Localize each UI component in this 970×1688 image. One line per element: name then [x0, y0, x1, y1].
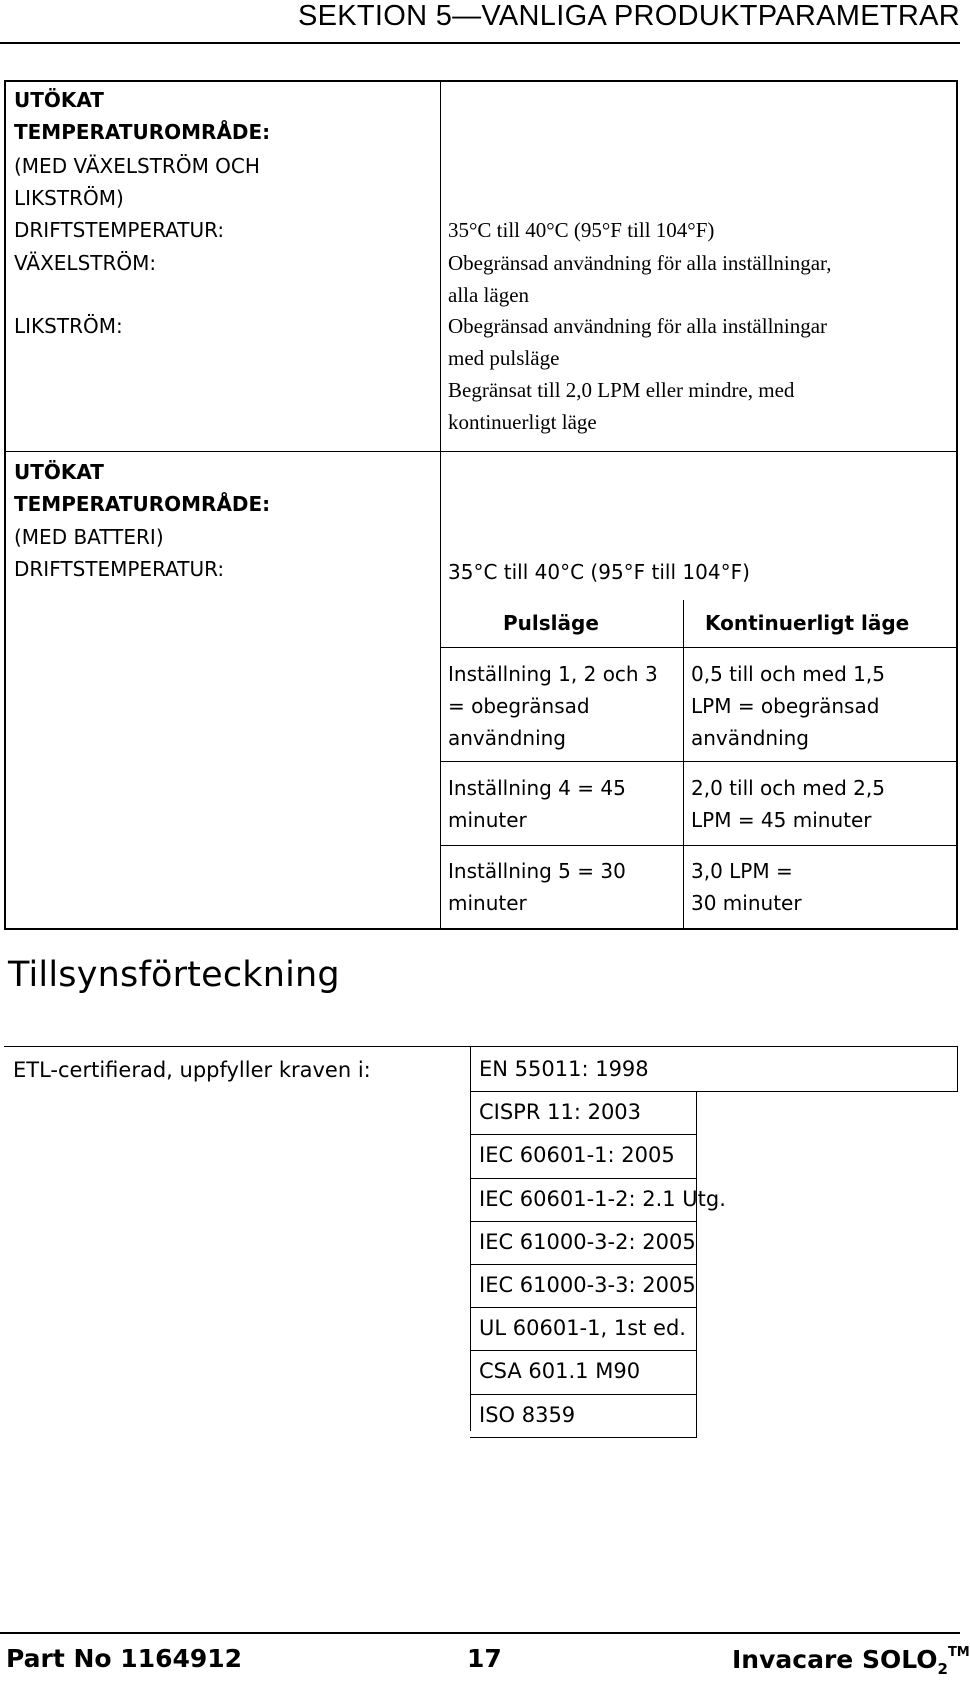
standard-item: IEC 60601-1: 2005 [479, 1143, 675, 1168]
trademark-symbol: TM [947, 1645, 970, 1660]
continuous-row-1-line2: LPM = obegränsad [691, 694, 880, 718]
dc-label: LIKSTRÖM: [14, 314, 123, 338]
continuous-row-2-line1: 2,0 till och med 2,5 [691, 776, 885, 800]
standard-cell-bottom-rule [470, 1394, 697, 1395]
standard-item: ISO 8359 [479, 1402, 576, 1427]
continuous-row-2-line2: LPM = 45 minuter [691, 808, 872, 832]
ac-dc-operating-temp-value: 35°C till 40°C (95°F till 104°F) [448, 218, 715, 242]
standard-item: IEC 61000-3-2: 2005 [479, 1229, 696, 1254]
standard-item: IEC 60601-1-2: 2.1 Utg. [479, 1186, 726, 1211]
cert-table-top-rule [4, 1046, 958, 1047]
standard-cell-bottom-rule [470, 1221, 697, 1222]
cert-table-divider-standards-left [470, 1046, 471, 1431]
pulse-row-1-line1: Inställning 1, 2 och 3 [448, 662, 658, 686]
dc-value-line1: Obegränsad användning för alla inställningar [448, 314, 828, 338]
ac-value-line1: Obegränsad användning för alla inställningar, [448, 251, 832, 275]
certified-label: ETL-certifierad, uppfyller kraven i: [13, 1058, 371, 1082]
dc-value-line2: med pulsläge [448, 346, 560, 370]
standard-cell-right-border [696, 1265, 697, 1308]
standard-cell-right-border [696, 1395, 697, 1438]
standard-cell-right-border [696, 1135, 697, 1178]
pulse-row-2-line1: Inställning 4 = 45 [448, 776, 626, 800]
continuous-row-3-line1: 3,0 LPM = [691, 859, 793, 883]
section-header-title: SEKTION 5—VANLIGA PRODUKTPARAMETRAR [297, 0, 960, 32]
battery-subheading: (MED BATTERI) [14, 525, 164, 549]
continuous-mode-header: Kontinuerligt läge [705, 611, 910, 635]
supervision-title: Tillsynsförteckning [8, 955, 340, 995]
ac-value-line2: alla lägen [448, 283, 530, 307]
standard-cell-right-border [696, 1222, 697, 1265]
cert-table-row-rule-1 [470, 1091, 958, 1092]
ac-dc-operating-temp-label: DRIFTSTEMPERATUR: [14, 218, 225, 242]
battery-heading-line1: UTÖKAT [14, 460, 104, 484]
duration-table-column-divider [683, 600, 684, 930]
dc-value-line4: kontinuerligt läge [448, 410, 597, 434]
dc-value-line3: Begränsat till 2,0 LPM eller mindre, med [448, 378, 795, 402]
standard-item: CSA 601.1 M90 [479, 1359, 641, 1384]
header-rule [0, 42, 960, 44]
continuous-row-3-line2: 30 minuter [691, 891, 802, 915]
spec-box-row-divider [4, 451, 958, 452]
continuous-row-1-line1: 0,5 till och med 1,5 [691, 662, 885, 686]
standard-item: CISPR 11: 2003 [479, 1100, 642, 1125]
battery-operating-temp-label: DRIFTSTEMPERATUR: [14, 557, 225, 581]
standard-cell-right-border [696, 1308, 697, 1351]
standard-cell-bottom-rule [470, 1437, 697, 1438]
standard-cell-bottom-rule [470, 1350, 697, 1351]
pulse-row-3-line1: Inställning 5 = 30 [448, 859, 626, 883]
footer-product-name [732, 1646, 970, 1677]
battery-operating-temp-value: 35°C till 40°C (95°F till 104°F) [448, 560, 750, 584]
spec-box-column-divider [440, 80, 441, 930]
ac-dc-subheading-line2: LIKSTRÖM) [14, 186, 124, 210]
standard-item: EN 55011: 1998 [479, 1057, 649, 1081]
footer-product-subscript: 2 [937, 1660, 948, 1678]
duration-table-row-rule-1 [440, 761, 958, 762]
cert-table-right-border [957, 1046, 958, 1092]
standard-item: IEC 61000-3-3: 2005 [479, 1273, 696, 1297]
battery-heading-line2: TEMPERATUROMRÅDE: [14, 492, 271, 516]
ac-label: VÄXELSTRÖM: [14, 251, 157, 275]
continuous-row-1-line3: användning [691, 726, 809, 750]
standard-cell-bottom-rule [470, 1307, 697, 1308]
standard-cell-bottom-rule [470, 1134, 697, 1135]
standard-cell-bottom-rule [470, 1264, 697, 1265]
footer-part-number: Part No 1164912 [6, 1644, 243, 1673]
standard-cell-right-border [696, 1179, 697, 1222]
ac-dc-heading-line2: TEMPERATUROMRÅDE: [14, 120, 271, 144]
pulse-row-3-line2: minuter [448, 891, 527, 915]
footer-page-number: 17 [467, 1644, 502, 1673]
footer-product-name-text: Invacare SOLO [732, 1645, 938, 1674]
standard-item: UL 60601-1, 1st ed. [479, 1316, 686, 1341]
ac-dc-subheading-line1: (MED VÄXELSTRÖM OCH [14, 154, 260, 178]
standard-cell-right-border [696, 1351, 697, 1394]
pulse-row-1-line2: = obegränsad [448, 694, 590, 718]
ac-dc-heading-line1: UTÖKAT [14, 88, 104, 112]
footer-rule [0, 1632, 960, 1634]
pulse-row-1-line3: användning [448, 726, 566, 750]
pulse-mode-header: Pulsläge [503, 611, 599, 635]
pulse-row-2-line2: minuter [448, 808, 527, 832]
standard-cell-bottom-rule [470, 1178, 697, 1179]
duration-table-header-rule [440, 647, 958, 648]
standard-cell-right-border [696, 1092, 697, 1135]
duration-table-row-rule-2 [440, 845, 958, 846]
